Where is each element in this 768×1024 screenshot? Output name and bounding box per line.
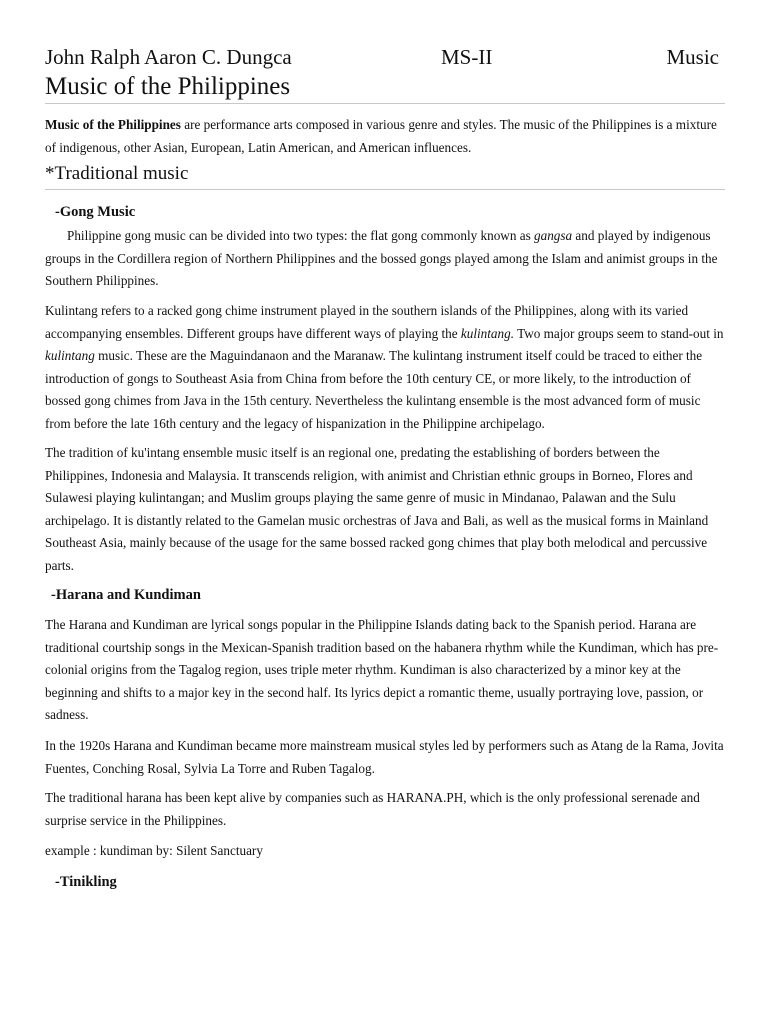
class-section: MS-II [441,45,493,69]
subheading-harana-kundiman: -Harana and Kundiman [51,587,201,603]
gong-paragraph-2 [45,300,725,435]
gong-p1-em: gangsa [534,228,573,243]
gong-p1-b: and played by indigenous groups in the Cordillera region of Northern Philippines and the bossed gongs played among the Islam and animist groups in the Southern Philippines. [45,228,718,288]
harana-paragraph-2: In the 1920s Harana and Kundiman became more mainstream musical styles led by performers such as Atang de la Rama, Jovita Fuentes, Conching Rosal, Sylvia La Torre and Ruben Tagalog. [45,738,724,776]
harana-paragraph-1: The Harana and Kundiman are lyrical songs popular in the Philippine Islands dating back to the Spanish period. Harana are traditional courtship songs in the Mexican-Spanish tradition based on the habanera rhythm while the Kundiman, which has pre-colonial origins from the Tagalog region, uses triple meter rhythm. Kundiman is also characterized by a minor key at the beginning and shifts to a major key in the second half. Its lyrics depict a romantic theme, usually portraying love, passion, or sadness. [45,617,719,722]
gong-p2-a: Kulintang refers to a racked gong chime instrument played in the southern islands of the Philippines, along with its varied accompanying ensembles. Different groups have different ways of playing the [45,303,689,341]
gong-p1-a: Philippine gong music can be divided into two types: the flat gong commonly known as [67,228,534,243]
gong-p2-em1: kulintang. [460,325,515,341]
subject-name: Music [666,45,719,69]
gong-p2-em2: kulintang [45,348,95,363]
gong-p2-b: Two major groups seem to stand-out in [514,325,724,341]
intro-text: are performance arts composed in various genre and styles. The music of the Philippines is a mixture of indigenous, other Asian, European, Latin American, and American influences. [45,117,717,155]
gong-paragraph-1 [45,225,725,293]
gong-paragraph-3: The tradition of ku'intang ensemble music itself is an regional one, predating the establishing of borders between the Philippines, Indonesia and Malaysia. It transcends religion, with animist and Christian ethnic groups in Borneo, Flores and Sulawesi playing kulintangan; and Muslim groups playing the same genre of music in Mindanao, Palawan and the Sulu archipelago. It is distantly related to the Gamelan music orchestras of Java and Bali, as well as the musical forms in Mainland Southeast Asia, mainly because of the usage for the same bossed racked gong chimes that play both melodical and percussive parts. [45,445,709,573]
subheading-gong-music: -Gong Music [55,204,136,220]
document-title: Music of the Philippines [45,73,291,100]
harana-paragraph-3: The traditional harana has been kept alive by companies such as HARANA.PH, which is the only professional serenade and surprise service in the Philippines. [45,790,700,828]
harana-example: example : kundiman by: Silent Sanctuary [45,843,263,858]
subheading-tinikling: -Tinikling [55,874,117,890]
author-name: John Ralph Aaron C. Dungca [45,45,292,69]
intro-lead: Music of the Philippines [45,117,181,132]
title-divider [45,103,725,104]
document-header [45,42,725,72]
section-divider [45,189,725,190]
intro-paragraph [45,114,725,159]
section-heading-traditional: *Traditional music [45,163,189,184]
gong-p2-c: music. These are the Maguindanaon and the Maranaw. The kulintang instrument itself could be traced to either the introduction of gongs to Southeast Asia from China from before the 10th century CE, or more likely, to the introduction of bossed gong chimes from Java in the 15th century. Nevertheless the kulintang ensemble is the most advanced form of music from before the late 16th century and the legacy of hispanization in the Philippine archipelago. [45,348,703,431]
